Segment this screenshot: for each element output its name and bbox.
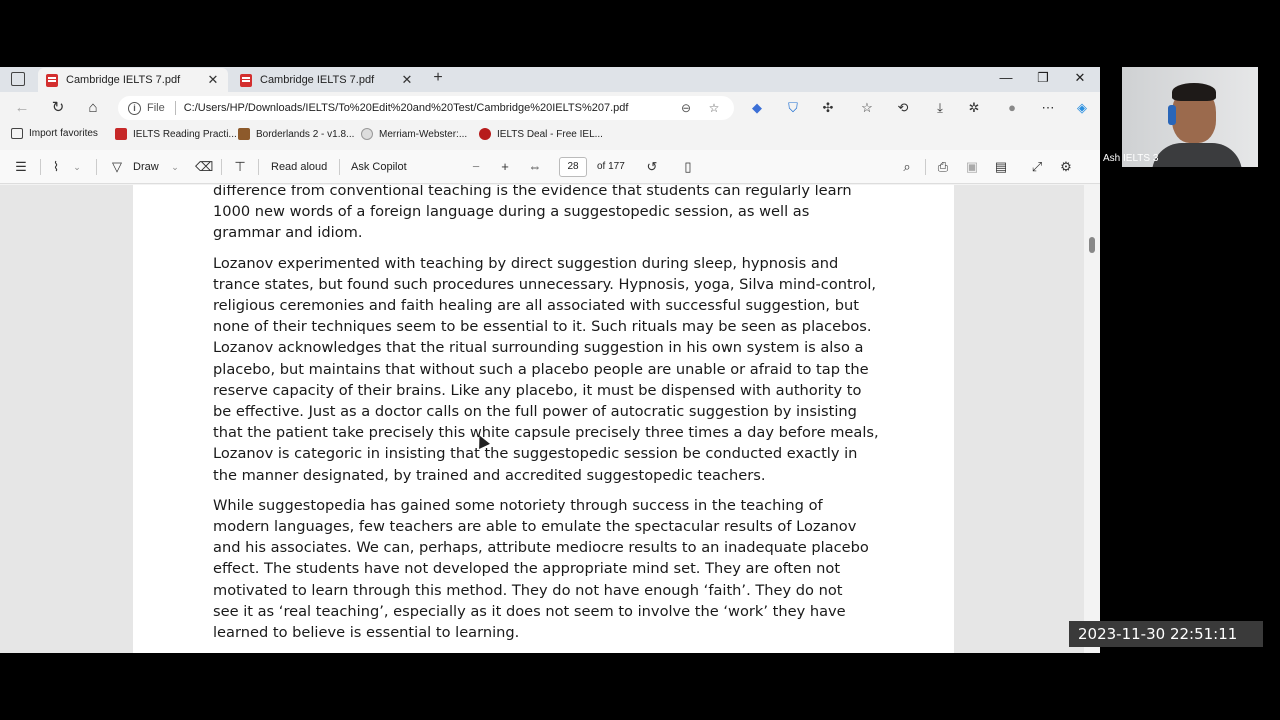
info-icon[interactable]: i <box>128 102 141 115</box>
bookmark-label: Import favorites <box>29 128 98 139</box>
search-icon[interactable]: ⌕ <box>903 159 911 174</box>
pdf-viewer[interactable] <box>0 185 1100 653</box>
pdf-text <box>213 185 903 652</box>
text-line: Lozanov acknowledges that the ritual surrounding suggestion in his own system is also a <box>213 339 864 357</box>
vertical-scrollbar[interactable] <box>1084 185 1100 653</box>
bookmark-label: IELTS Deal - Free IEL... <box>497 128 603 140</box>
page-total: of 177 <box>597 161 625 172</box>
save-as-icon[interactable]: ▤ <box>994 159 1008 174</box>
downloads-icon[interactable]: ⤓ <box>937 100 943 115</box>
performance-icon[interactable]: ✲ <box>968 100 980 115</box>
pdf-favicon-icon <box>46 74 58 87</box>
toolbar-divider <box>96 159 97 175</box>
settings-gear-icon[interactable]: ⚙ <box>1060 159 1072 174</box>
borderlands-favicon <box>238 128 250 140</box>
profile-avatar-icon[interactable]: ● <box>1008 100 1016 115</box>
close-window-icon[interactable]: ✕ <box>1074 70 1086 85</box>
text-line: effect. The students have not developed the appropriate mind set. They are often not <box>213 560 841 578</box>
bookmarks-bar <box>0 124 1100 148</box>
text-line: placebo, but maintains that without such a placebo people are unable or afraid to tap the <box>213 360 869 378</box>
history-icon[interactable]: ⟲ <box>897 100 909 115</box>
new-tab-plus-icon[interactable]: + <box>433 69 443 86</box>
page-number-input[interactable]: 28 <box>559 157 587 177</box>
draw-button[interactable]: Draw <box>133 161 159 173</box>
bookmark-merriam-webster[interactable] <box>361 128 467 140</box>
save-icon[interactable]: ▣ <box>965 159 979 174</box>
favorites-icon[interactable]: ☆ <box>861 100 873 115</box>
text-line: Lozanov is categoric in insisting that the suggestopedic session be conducted exactly in <box>213 445 858 463</box>
webcam-feed <box>1122 67 1258 167</box>
toolbar-divider <box>925 159 926 175</box>
ielts-reading-favicon <box>115 128 127 140</box>
toolbar-divider <box>339 159 340 175</box>
text-line: none of their techniques seem to be essential to it. Such rituals may be seen as placebos. <box>213 318 872 336</box>
more-menu-icon[interactable]: ⋯ <box>1041 100 1055 115</box>
read-aloud-button[interactable]: Read aloud <box>271 161 328 173</box>
bookmark-label: Borderlands 2 - v1.8... <box>256 128 355 140</box>
restore-icon[interactable]: ❐ <box>1037 70 1049 85</box>
text-line: the manner designated, by trained and accredited suggestopedic teachers. <box>213 466 766 484</box>
tab-title: Cambridge IELTS 7.pdf <box>66 74 181 86</box>
ielts-deal-favicon <box>479 128 491 140</box>
browser-window <box>0 67 1100 653</box>
text-line: 1000 new words of a foreign language during a suggestopedic session, as well as <box>213 203 810 221</box>
copilot-icon[interactable]: ◈ <box>1077 100 1087 115</box>
page-view-icon[interactable]: ▯ <box>684 159 692 174</box>
webcam-person-hair <box>1172 83 1216 101</box>
zoom-icon[interactable]: ⊖ <box>680 101 692 115</box>
rotate-icon[interactable]: ↺ <box>646 159 658 174</box>
tab-active[interactable] <box>38 68 228 92</box>
paragraph <box>213 185 903 244</box>
text-line: that the patient take precisely this white capsule precisely three times a day before meals, <box>213 424 879 442</box>
contents-list-icon[interactable]: ☰ <box>15 159 27 174</box>
browser-extension-icon[interactable]: ◆ <box>752 100 762 115</box>
bookmark-borderlands[interactable] <box>238 128 354 140</box>
paragraph <box>213 253 903 486</box>
eraser-icon[interactable]: ⌫ <box>195 159 214 174</box>
pdf-page <box>133 185 954 653</box>
pdf-favicon-icon <box>240 74 252 87</box>
text-line: and his associates. We can, perhaps, attribute mediocre results to an inadequate placebo <box>213 539 869 557</box>
zoom-in-icon[interactable]: + <box>501 159 509 174</box>
tab-close-icon[interactable]: ✕ <box>207 72 219 87</box>
favorite-star-icon[interactable]: ☆ <box>708 101 720 115</box>
text-line: reserve capacity of their brains. Like any placebo, it must be dispensed with authority to <box>213 381 862 399</box>
back-arrow-icon[interactable]: ← <box>14 99 30 116</box>
bookmark-label: IELTS Reading Practi... <box>133 128 237 140</box>
bookmark-import-favorites[interactable] <box>11 128 98 139</box>
bookmark-ielts-deal[interactable] <box>479 128 603 140</box>
home-icon[interactable]: ⌂ <box>88 99 98 116</box>
toolbar-divider <box>40 159 41 175</box>
paragraph <box>213 495 903 643</box>
fullscreen-icon[interactable]: ⤢ <box>1031 159 1043 174</box>
minimize-icon[interactable]: — <box>999 70 1013 85</box>
pdf-toolbar <box>0 150 1100 184</box>
tab-actions-icon[interactable] <box>11 72 25 86</box>
ask-copilot-button[interactable]: Ask Copilot <box>351 161 407 173</box>
fit-page-icon[interactable]: ⇔ <box>528 159 542 174</box>
highlight-icon[interactable]: ⌇ <box>52 159 60 174</box>
tab-inactive[interactable] <box>232 68 422 92</box>
webcam-label: Ash IELTS 3 <box>1103 153 1159 164</box>
text-line: motivated to learn through this method. They do not have enough ‘faith’. They do not <box>213 581 843 599</box>
text-line: see it as ‘real teaching’, especially as it does not seem to involve the ‘work’ they have <box>213 602 846 620</box>
text-line: trance states, but found such procedures unnecessary. Hypnosis, yoga, Silva mind-control, <box>213 275 877 293</box>
toolbar-divider <box>258 159 259 175</box>
text-line: modern languages, few teachers are able to emulate the spectacular results of Lozanov <box>213 518 857 536</box>
text-line: While suggestopedia has gained some notoriety through success in the teaching of <box>213 496 823 514</box>
address-divider <box>175 101 176 115</box>
tab-strip <box>0 67 1100 92</box>
chevron-down-icon[interactable]: ⌄ <box>73 162 81 172</box>
file-label: File <box>147 102 165 114</box>
text-line: religious ceremonies and faith healing are all associated with successful suggestion, but <box>213 297 859 315</box>
text-line: grammar and idiom. <box>213 224 363 242</box>
import-icon <box>11 128 23 139</box>
toolbar-divider <box>221 159 222 175</box>
address-bar[interactable] <box>118 96 734 120</box>
text-line: learned to believe is essential to learning. <box>213 624 520 642</box>
text-line: Lozanov experimented with teaching by direct suggestion during sleep, hypnosis and <box>213 254 839 272</box>
recording-timestamp: 2023-11-30 22:51:11 <box>1069 621 1263 647</box>
scrollbar-thumb[interactable] <box>1089 237 1095 253</box>
reload-icon[interactable]: ↻ <box>51 99 65 116</box>
bookmark-ielts-reading[interactable] <box>115 128 237 140</box>
chevron-down-icon[interactable]: ⌄ <box>171 162 179 172</box>
text-box-icon[interactable]: ⊤ <box>234 159 246 174</box>
headset-icon <box>1168 105 1176 125</box>
text-line: difference from conventional teaching is the evidence that students can regularly learn <box>213 185 852 199</box>
url-text[interactable]: C:/Users/HP/Downloads/IELTS/To%20Edit%20and%20Test/Cambridge%20IELTS%207.pdf <box>183 102 629 114</box>
tab-title: Cambridge IELTS 7.pdf <box>260 74 375 86</box>
extensions-puzzle-icon[interactable]: ✣ <box>822 100 834 115</box>
print-icon[interactable]: ⎙ <box>937 159 949 174</box>
tab-close-icon[interactable]: ✕ <box>401 72 413 87</box>
address-row <box>0 92 1100 124</box>
draw-pen-icon[interactable]: ▽ <box>112 159 122 174</box>
text-line: be effective. Just as a doctor calls on the full power of autocratic suggestion by insisting <box>213 403 857 421</box>
zoom-out-icon[interactable]: − <box>472 159 480 174</box>
merriam-webster-favicon <box>361 128 373 140</box>
shield-icon[interactable]: ⛉ <box>788 100 798 115</box>
bookmark-label: Merriam-Webster:... <box>379 128 468 140</box>
